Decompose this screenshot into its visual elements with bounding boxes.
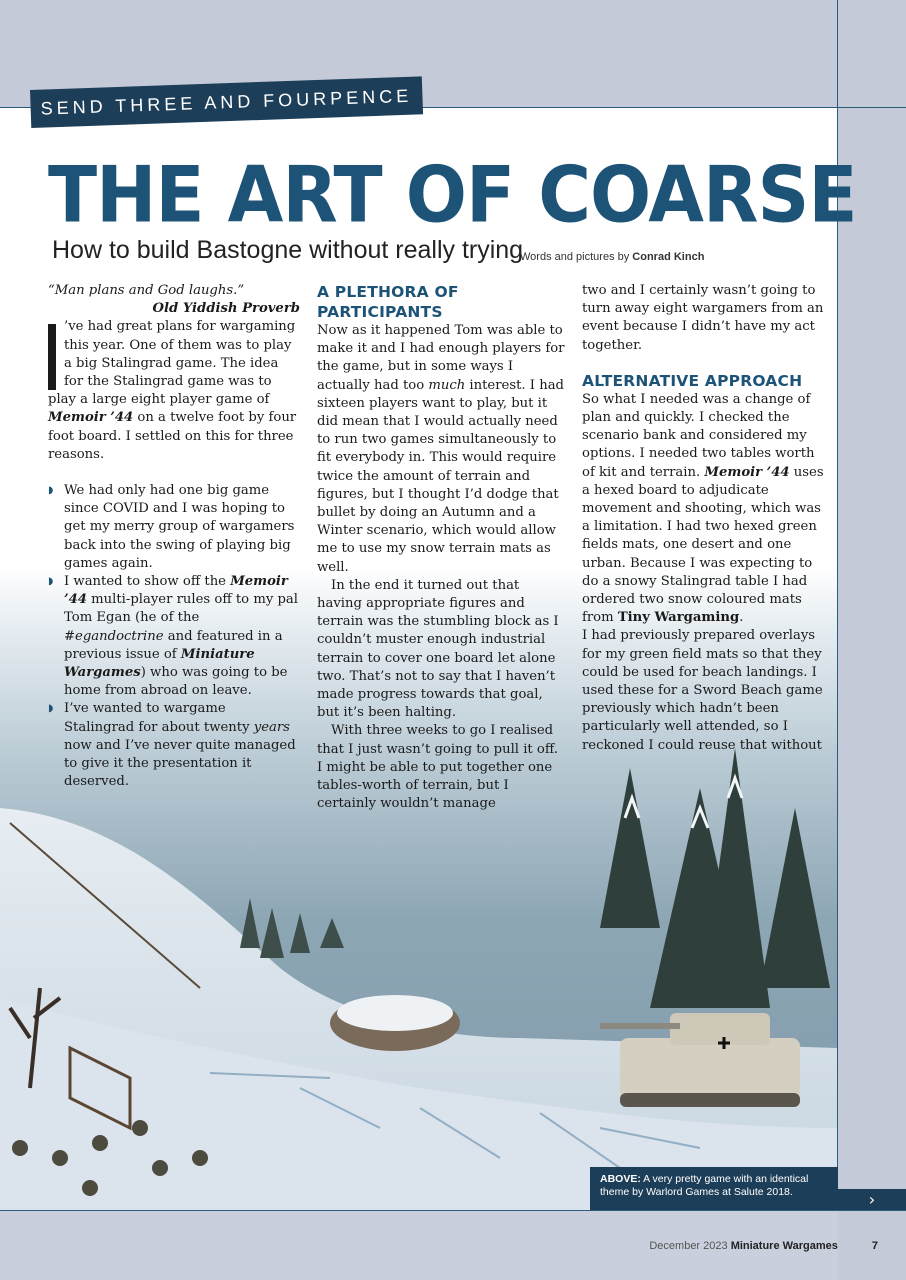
body-paragraph: two and I certainly wasn’t going to turn away eight wargamers from an event because I didn’t have my act together. <box>582 283 824 353</box>
body-paragraph: So what I needed was a change of plan and quickly. I checked the scenario bank and considered my options. I needed two tables worth of kit and terrain. Memoir ’44 uses a hexed board to adjudicate movement and shooting, which was a limitation. I had two hexed green fields mats, one desert and one urban. Because I was expecting to do a snowy Stalingrad table I had ordered two snow coloured mats from Tiny Wargaming. <box>582 391 824 626</box>
byline-author: Conrad Kinch <box>632 251 705 263</box>
column-2 <box>317 282 565 813</box>
drop-cap <box>48 324 56 390</box>
reasons-list <box>48 482 300 791</box>
article-title: THE ART OF COARSE <box>48 149 857 240</box>
body-paragraph: With three weeks to go I realised that I just wasn’t going to pull it off. I might be able to put together one tables-worth of terrain, but I certainly wouldn’t manage <box>317 723 558 812</box>
footer-rule <box>0 1210 906 1211</box>
byline <box>520 251 704 263</box>
epigraph-quote: “Man plans and God laughs.” <box>48 283 245 298</box>
section-heading: ALTERNATIVE APPROACH <box>582 371 803 390</box>
list-item: ◗ I’ve wanted to wargame Stalingrad for about twenty years now and I’ve never quite managed to give it the presentation it deserved. <box>48 701 296 790</box>
list-item: ◗ I wanted to show off the Memoir ’44 multi-player rules off to my pal Tom Egan (he of the #egandoctrine and featured in a previous issue of Miniature Wargames) who was going to be home from abroad on leave. <box>48 574 298 699</box>
list-item: ◗ We had only had one big game since COVID and I was hoping to get my merry group of wargamers back into the swing of playing big games again. <box>48 483 295 571</box>
column-3 <box>582 282 830 755</box>
epigraph-source: Old Yiddish Proverb <box>152 301 300 317</box>
page-number: 7 <box>871 1240 878 1252</box>
article-subtitle: How to build Bastogne without really trying <box>52 236 524 264</box>
bullet-icon: ◗ <box>48 703 54 715</box>
next-page-arrow-icon[interactable]: › <box>838 1189 906 1211</box>
photo-caption <box>590 1167 838 1211</box>
caption-text: A very pretty game with an identical theme by Warlord Games at Salute 2018. <box>600 1173 809 1198</box>
bullet-icon: ◗ <box>48 576 54 588</box>
footer-magazine: Miniature Wargames <box>730 1240 838 1252</box>
body-paragraph: Now as it happened Tom was able to make it and I had enough players for the game, but in some ways I actually had too much interest. I had sixteen players want to play, but it did mean that I would actually need to run two games simultaneously to fit everybody in. This would require twice the amount of terrain and figures, but I thought I’d dodge that bullet by doing an Autumn and a Winter scenario, which would allow me to use my snow terrain mats as well. <box>317 323 565 575</box>
caption-label: ABOVE: <box>600 1173 641 1185</box>
column-1 <box>48 282 300 791</box>
page-footer <box>649 1240 878 1252</box>
body-paragraph: I had previously prepared overlays for my green field mats so that they could be used for beach landings. I used these for a Sword Beach game previously which hadn’t been particularly well attended, so I reckoned I could reuse that without <box>582 628 823 753</box>
footer-date: December 2023 <box>649 1240 731 1252</box>
section-heading: A PLETHORA OF PARTICIPANTS <box>317 283 459 321</box>
body-paragraph: In the end it turned out that having appropriate figures and terrain was the stumbling block as I couldn’t muster enough industrial terrain to cover one board let alone two. That’s not to say that I haven’t made progress towards that goal, but it’s been halting. <box>317 577 559 721</box>
series-tag: SEND THREE AND FOURPENCE <box>30 76 423 128</box>
intro-paragraph: ’ve had great plans for wargaming this year. One of them was to play a big Stalingrad game. The idea for the Stalingrad game was to play a large eight player game of Memoir ’44 on a twelve foot by four foot board. I settled on this for three reasons. <box>48 319 297 462</box>
byline-prefix: Words and pictures by <box>520 251 633 263</box>
bullet-icon: ◗ <box>48 485 54 497</box>
